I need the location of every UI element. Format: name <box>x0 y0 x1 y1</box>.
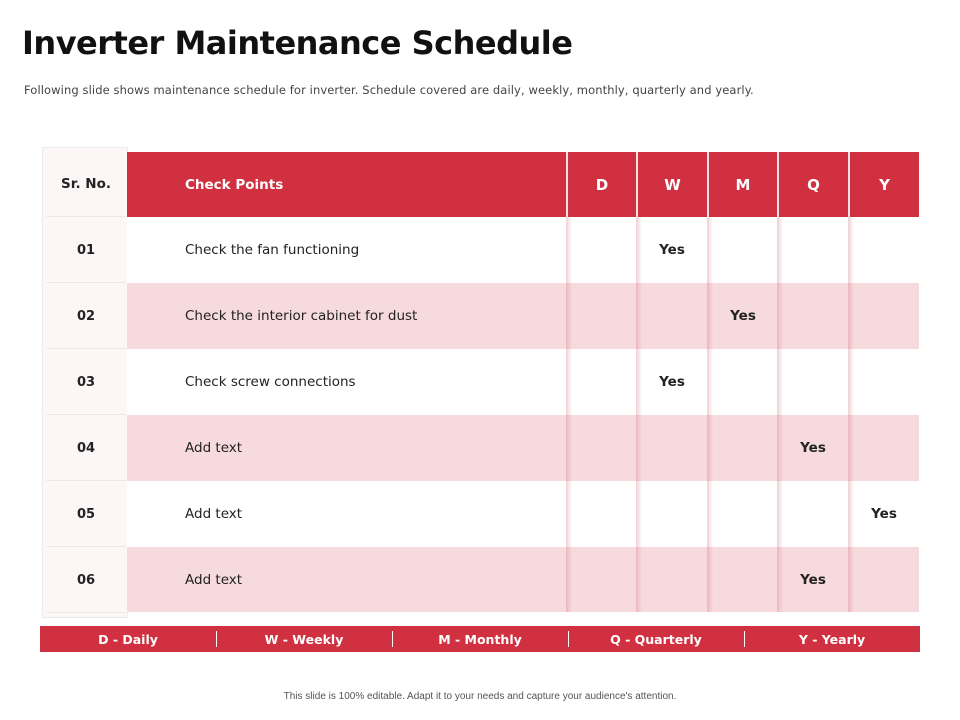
daily-cell <box>567 481 637 547</box>
quarterly-cell: Yes <box>800 440 826 456</box>
quarterly-cell <box>778 481 848 547</box>
legend-monthly: M - Monthly <box>392 626 568 652</box>
weekly-cell <box>637 547 707 613</box>
yearly-cell <box>849 217 919 283</box>
weekly-cell: Yes <box>659 374 685 390</box>
quarterly-cell <box>778 217 848 283</box>
check-point-text: Check the interior cabinet for dust <box>185 308 418 324</box>
check-point-text: Check screw connections <box>185 374 356 390</box>
check-point-text: Add text <box>185 506 243 522</box>
daily-cell <box>567 217 637 283</box>
weekly-cell <box>637 415 707 481</box>
header-check-points: Check Points <box>185 176 284 193</box>
sr-no-cell: 05 <box>46 482 126 547</box>
quarterly-cell <box>778 283 848 349</box>
legend-weekly: W - Weekly <box>216 626 392 652</box>
yearly-cell <box>849 415 919 481</box>
daily-cell <box>567 547 637 613</box>
header-yearly: Y <box>879 175 890 194</box>
check-point-text: Check the fan functioning <box>185 242 360 258</box>
yearly-cell <box>849 283 919 349</box>
sr-no-cell: 02 <box>46 284 126 349</box>
check-point-text: Add text <box>185 572 243 588</box>
yearly-cell <box>849 547 919 613</box>
legend-quarterly: Q - Quarterly <box>568 626 744 652</box>
monthly-cell <box>708 547 778 613</box>
yearly-cell <box>849 349 919 415</box>
page-subtitle: Following slide shows maintenance schedule for inverter. Schedule covered are daily, weekly, monthly, quarterly and yearly. <box>24 83 754 97</box>
header-quarterly: Q <box>807 175 820 194</box>
sr-no-cell: 01 <box>46 218 126 283</box>
monthly-cell <box>708 217 778 283</box>
sr-no-cell: 04 <box>46 416 126 481</box>
legend-daily: D - Daily <box>98 631 158 647</box>
quarterly-cell <box>778 349 848 415</box>
page-title: Inverter Maintenance Schedule <box>22 24 573 62</box>
header-monthly: M <box>735 175 751 194</box>
quarterly-cell: Yes <box>800 572 826 588</box>
legend-bar <box>40 626 920 652</box>
sr-no-cell: 03 <box>46 350 126 415</box>
check-point-text: Add text <box>185 440 243 456</box>
daily-cell <box>567 349 637 415</box>
daily-cell <box>567 283 637 349</box>
weekly-cell: Yes <box>659 242 685 258</box>
sr-no-header: Sr. No. <box>46 152 126 217</box>
legend-yearly: Y - Yearly <box>744 626 920 652</box>
sr-no-cell: 06 <box>46 548 126 613</box>
monthly-cell <box>708 415 778 481</box>
monthly-cell <box>708 481 778 547</box>
monthly-cell: Yes <box>730 308 756 324</box>
footer-note: This slide is 100% editable. Adapt it to your needs and capture your audience's attention. <box>283 691 677 702</box>
header-weekly: W <box>664 175 681 194</box>
weekly-cell <box>637 481 707 547</box>
yearly-cell: Yes <box>871 506 897 522</box>
header-daily: D <box>595 175 609 194</box>
weekly-cell <box>637 283 707 349</box>
monthly-cell <box>708 349 778 415</box>
daily-cell <box>567 415 637 481</box>
